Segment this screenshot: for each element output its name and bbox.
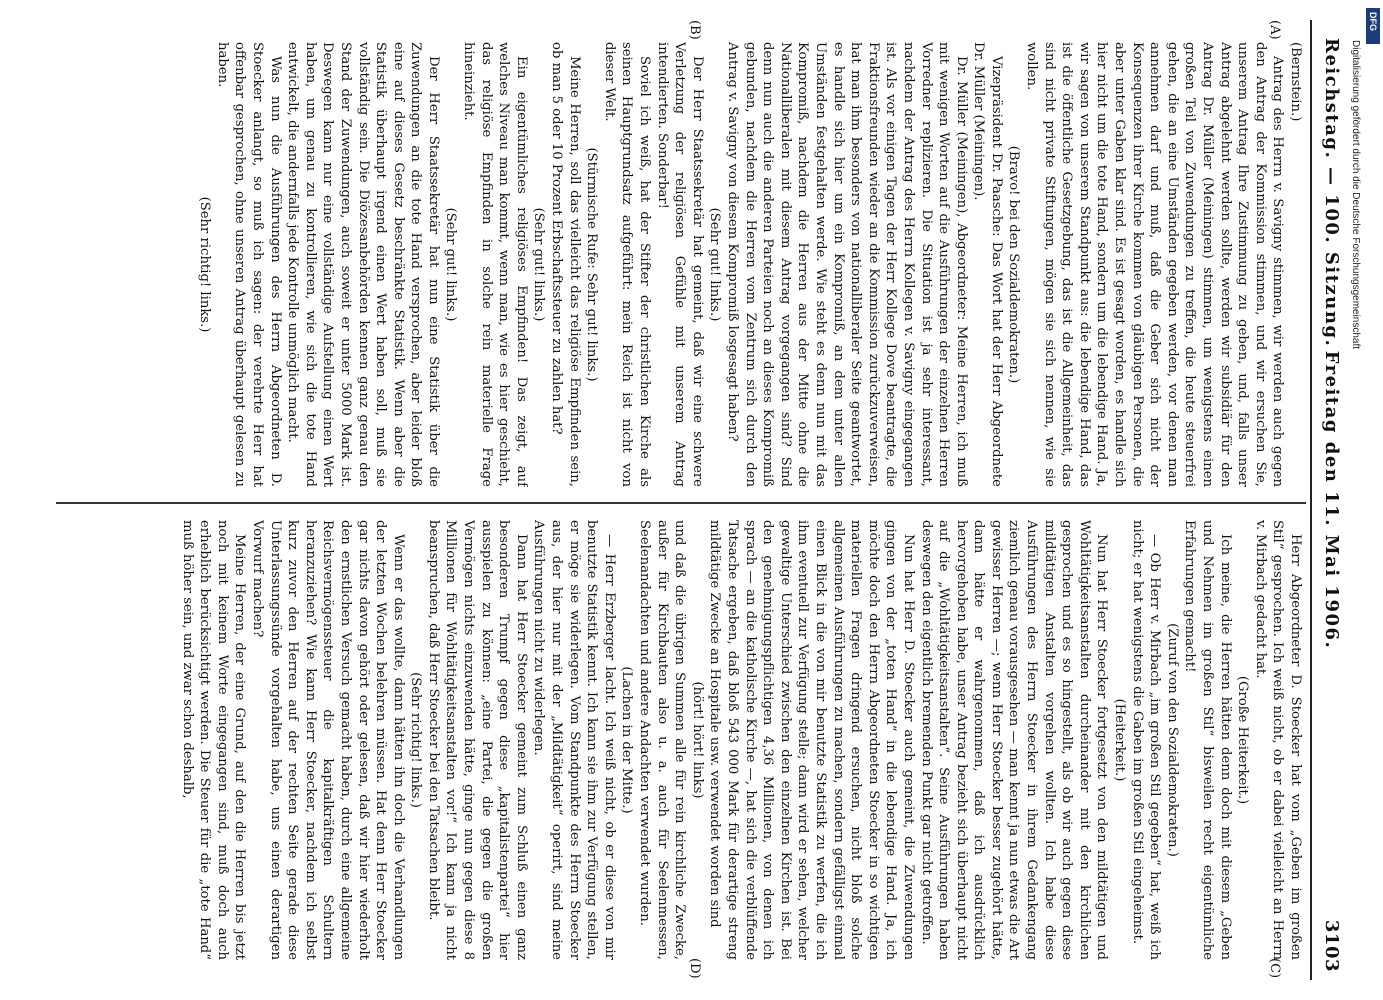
paragraph: Vizepräsident Dr. Paasche: Das Wort hat der Herr Abgeordnete Dr. Müller (Meiningen).: [971, 42, 1004, 487]
paragraph: Meine Herren, der eine Grund, auf den die Herren bis jetzt noch mit keinem Worte eingegangen sind, muß doch auch erheblich berücksichtigt werden. Die Steuer für die „tote Hand“ muß höher sein, und zwar schon deshalb,: [179, 520, 248, 960]
paragraph: Ein eigentümliches religiöses Empfinden! Das zeigt, auf welches Niveau man kommt, wenn man, wie es hier geschieht, das religiöse Empfinden in solche rein materielle Frage hineinzieht.: [461, 42, 529, 487]
right-column: [59, 520, 1304, 960]
paragraph: (Sehr gut! links.): [531, 207, 547, 322]
paragraph: Der Herr Staatssekretär hat gemeint, daß wir eine schwere Verletzung der religiösen Gefühle mit unserem Antrag intendierten. Sonderbar!: [654, 42, 705, 487]
paragraph: Antrag des Herrn v. Savigny stimmen, wir werden auch gegen den Antrag der Kommission stimmen, und wir ersuchen Sie, unserem Antrag Ihre Zustimmung zu geben, und, falls unser Antrag abgelehnt werden sollte, werden wir subsidiär für den Antrag Dr. Müller (Meiningen) stimmen, um wenigstens einen großen Teil von Zuwendungen zu treffen, die heute steuerfrei gehen, die an eine Umständen gegeben werden, vor denen man annehmen darf und muß, daß die Geber sich nicht der Konsequenzen ihrer Kirche kommen von gläubigen Personen, die aber unter Gaben klar sind. Es ist gesagt worden, es handle sich hier nicht um die tote Hand, sondern um die lebendige Hand. Ja, wir sagen von unserem Standpunkt aus: die lebendige Hand, das ist die öffentliche Gesetzgebung, das ist die Allgemeinheit, das sind nicht private Stiftungen, mögen sie sich nennen, wie sie wollen.: [1024, 42, 1286, 487]
footnote-text: Digitalisierung gefördert durch die Deutsche Forschungsgemeinschaft: [1350, 40, 1361, 350]
paragraph: (Bravo! bei den Sozialdemokraten.): [1006, 145, 1022, 384]
header-rule: [1310, 20, 1312, 980]
paragraph: Nun hat Herr Stoecker fortgesetzt von den mildtätigen und Wohltätigkeitsanstalten durcheinander mit den kirchlichen gesprochen und es so hingestellt, als ob wir auch gegen diese mildtätigen Anstalten vorgehen wollten. Ich habe diese Ausführungen des Herrn Stoecker in ihrem Gedankengang ziemlich genau vorausgesehen — man kennt ja nun etwas die Art gewisser Herren —; wenn Herr Stoecker besser zugehört hätte, dann hätte er wahrgenommen, daß ich ausdrücklich hervorgehoben habe, unser Antrag bezieht sich überhaupt nicht auf die „Wohltätigkeitsanstalten“. Seine Ausführungen haben deswegen den eigentlich bremenden Punkt gar nicht getroffen.: [918, 520, 1110, 960]
paragraph: (Sehr richtig! links.): [197, 196, 213, 333]
paragraph: (Heiterkeit.): [1112, 698, 1128, 782]
paragraph: Dr. Müller (Meiningen), Abgeordneter: Meine Herren, ich muß mit wenigen Worten auf die Ausführungen der einzelnen Herren Vorredner replizieren. Die Situation ist ja sehr interessant, nachdem der Antrag des Herrn Kollegen v. Savigny eingegangen ist. Als vor einigen Tagen der Herr Kollege Dove beantragte, die Fraktionsfreunden wieder an die Kommission zurückzuverweisen, hat man ihm besonders von nationalliberaler Seite geantwortet, es handle sich hier um ein Kompromiß, an dem unter allen Umständen festgehalten werde. Wie steht es denn nun mit das Kompromiß, nachdem die Herren aus der Mitte ohne die Nationalliberalen mit diesem Antrag vorgegangen sind? Sind denn nun auch die anderen Parteien noch an dieses Kompromiß gebunden, nachdem die Herren vom Zentrum sich durch den Antrag v. Savigny von diesem Kompromiß losgesagt haben?: [725, 42, 969, 487]
paragraph: (Zuruf von den Sozialdemokraten.): [1164, 623, 1180, 857]
header-center: Freitag den 11. Mai 1906.: [1321, 350, 1342, 650]
dfg-logo-text: DFG: [1368, 12, 1378, 31]
paragraph: (Sehr gut! links.): [707, 207, 723, 322]
paragraph: Nun hat Herr D. Stoecker auch gemeint, die Zuwendungen gingen von der „toten Hand“ in die lebendige Hand. Ja, ich möchte doch den Herrn Abgeordneten Stoecker in so wichtigen materiellen Fragen dringend ersuchen, nicht bloß solche allgemeinen Ausführungen zu machen, sondern gefälligst einmal einen Blick in die von mir benutzte Statistik zu werfen, die ich ihm eventuell zur Verfügung stelle; dann wird er sehen, welcher gewaltige Unterschied zwischen den einzelnen Kirchen ist. Bei den genehmigungspflichtigen 4,36 Millionen, von denen ich sprach — an die katholische Kirche —, hat sich die verblüffende Tatsache ergeben, daß bloß 543 000 Mark für derartige streng mildtätige Zwecke an Hospitale usw. verwendet worden sind: [707, 520, 916, 960]
margin-mark-d: (D): [687, 958, 702, 979]
paragraph: Herr Abgeordneter D. Stoecker hat vom „Geben im großen Stil“ gesprochen. Ich weiß nicht, ob er dabei vielleicht an Herrn v. Mirbach gedacht hat.: [1252, 520, 1303, 960]
page-header: [1316, 20, 1342, 980]
margin-mark-a: (A): [1267, 20, 1282, 40]
rotated-page-content: [22, 20, 1342, 980]
paragraph: Der Herr Staatssekretär hat nun eine Statistik über die Zuwendungen an die tote Hand versprochen, aber leider bloß eine auf dieses Gesetz beschränkte Statistik. Wenn aber die Statistik überhaupt irgend einen Wert haben soll, muß sie vollständig sein. Die Diözesanbehörden kennen ganz genau den Stand der Zuwendungen, auch soweit er unter 5000 Mark ist. Deswegen kann nur eine vollständige Aufstellung einen Wert haben, um genau zu kontrollieren, wie sich die tote Hand entwickelt, die andernfalls jede Kontrolle unmöglich macht.: [285, 42, 441, 487]
paragraph: — Ob Herr v. Mirbach „im großen Stil gegeben“ hat, weiß ich nicht; er hat wenigstens die Gaben im großen Stil eingeheimst.: [1129, 520, 1163, 960]
paragraph: Was nun die Ausführungen des Herrn Abgeordneten D. Stoecker anlangt, so muß ich sagen: der verehrte Herr hat offenbar gesprochen, ohne unseren Antrag überhaupt gelesen zu haben.: [214, 42, 283, 487]
margin-mark-c: (C): [1267, 958, 1282, 979]
paragraph: (Bernstein.): [1288, 42, 1303, 122]
paragraph: Soviel ich weiß, hat der Stifter der christlichen Kirche als seinen Hauptgrundsatz aufgeführt: mein Reich ist nicht von dieser Welt.: [601, 42, 653, 487]
dfg-logo: [1366, 8, 1380, 44]
paragraph: Ich meine, die Herren hätten denn doch mit diesem „Geben und Nehmen im großen Stil“ bisweilen recht eigentümliche Erfahrungen gemacht!: [1182, 520, 1233, 960]
margin-mark-b: (B): [687, 20, 702, 40]
page-number: 3103: [1321, 919, 1342, 972]
column-divider: [56, 502, 1306, 504]
paragraph: und daß die übrigen Summen alle für rein kirchliche Zwecke, außer für Kirchbauten also u. a. auch für Seelenmessen, Seelenandachten und andere Andachten verwendet wurden.: [637, 520, 688, 960]
paragraph: (Sehr gut! links.): [443, 207, 459, 322]
header-left: Reichstag. — 100. Sitzung.: [1321, 38, 1342, 348]
paragraph: Dann hat Herr Stoecker gemeint zum Schluß einen ganz besonderen Trumpf gegen diese „kapitalistenpartei“ hier ausspielen zu können: „eine Partei, die gegen die großen Vermögen nichts einzuwenden hätte, ginge nun gegen diese 8 Millionen für Wohltätigkeitsanstalten vor!“ Ich kann ja nicht beanspruchen, daß Herr Stoecker bei den Tatsachen bleibt.: [425, 520, 529, 960]
paragraph: (Stürmische Rufe: Sehr gut! links.): [584, 147, 600, 382]
paragraph: (Große Heiterkeit.): [1235, 675, 1251, 805]
paragraph: Wenn er das wollte, dann hätten ihn doch die Verhandlungen der letzten Wochen belehren müssen. Hat denn Herr Stoecker gar nichts davon gehört oder gelesen, daß wir hier wiederholt den ernstlichen Versuch gemacht haben, durch eine allgemeine Reichsvermögenssteuer die kapitalkräftigen Schultern heranzuziehen? Wie kann Herr Stoecker, nachdem ich selbst kurz zuvor den Herren auf der rechten Seite gerade diese Unterlassungssünde vorgehalten habe, uns einen derartigen Vorwurf machen?: [249, 520, 406, 960]
paragraph: (Lachen in der Mitte.): [619, 666, 635, 814]
left-column: [59, 42, 1304, 487]
digitization-footnote: [1345, 40, 1367, 960]
paragraph: (hört! hört! links): [689, 681, 705, 799]
paragraph: Meine Herren, soll das vielleicht das religiöse Empfinden sein, ob man 5 oder 10 Prozent Erbschaftssteuer zu zahlen hat?: [549, 42, 582, 487]
paragraph: (Sehr richtig! links.): [408, 672, 424, 808]
paragraph: — Herr Erzberger lacht. Ich weiß nicht, ob er diese von mir benutzte Statistik kennt. Ich kann sie ihm zur Verfügung stellen, er möge sie widerlegen. Vom Standpunkte des Herrn Stoecker aus, der hier nur mit der „Mildtätigkeit“ operirt, sind meine Ausführungen nicht zu widerlegen.: [531, 520, 617, 960]
